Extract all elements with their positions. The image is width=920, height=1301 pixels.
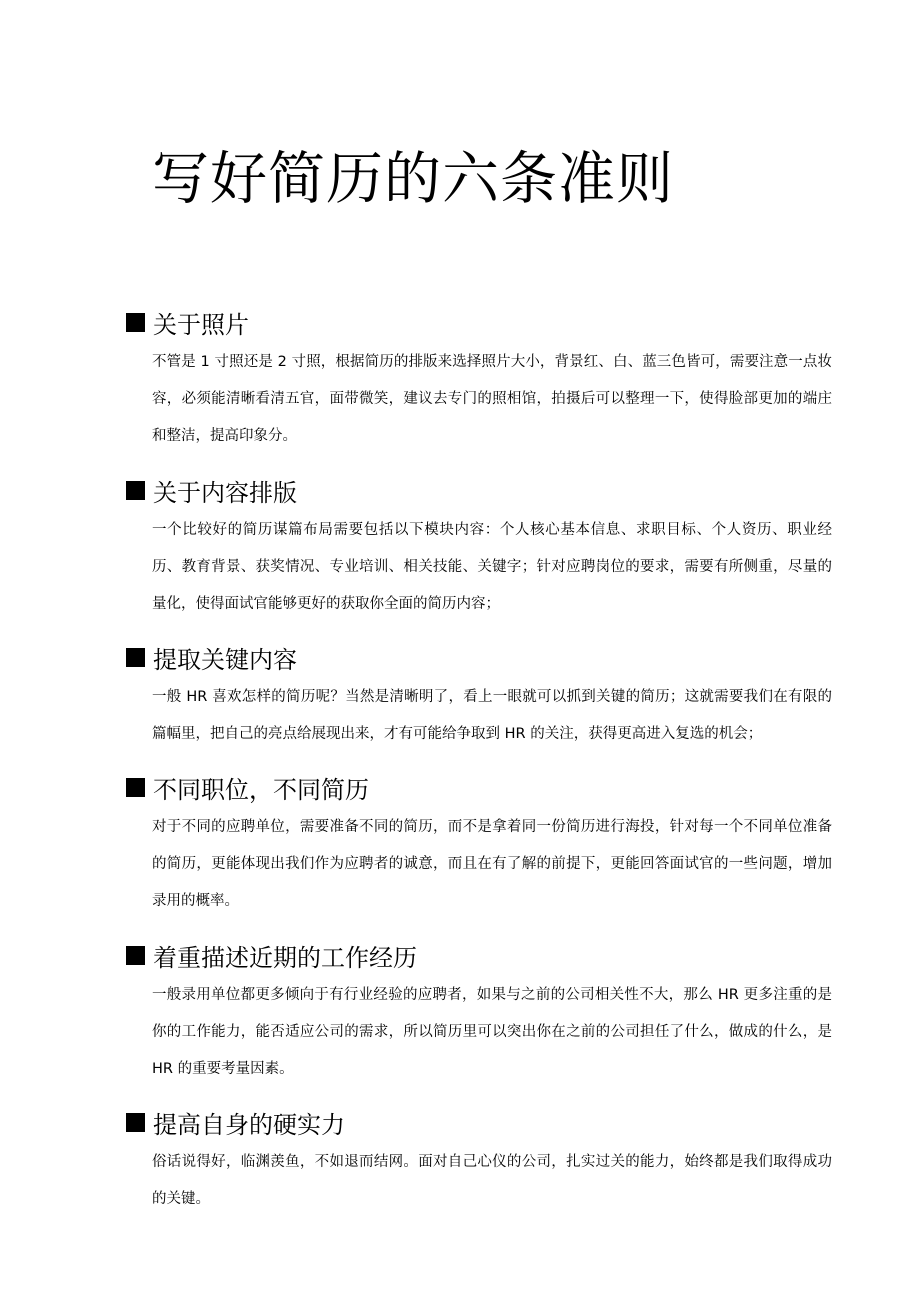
section-heading-text: 提取关键内容 — [153, 645, 297, 674]
section-body: 一般录用单位都更多倾向于有行业经验的应聘者，如果与之前的公司相关性不大，那么 HR 更多注重的是你的工作能力，能否适应公司的需求，所以简历里可以突出你在之前的公司担任了什么，做成的什么，是 HR 的重要考量因素。 — [152, 987, 832, 1077]
section-heading-text: 关于内容排版 — [153, 478, 297, 507]
section-heading — [126, 472, 297, 508]
section-heading — [126, 937, 417, 973]
black-square-icon — [126, 1113, 145, 1132]
section-heading — [126, 769, 369, 805]
black-square-icon — [126, 481, 145, 500]
section-body: 不管是 1 寸照还是 2 寸照，根据简历的排版来选择照片大小，背景红、白、蓝三色皆可，需要注意一点妆容，必须能清晰看清五官，面带微笑，建议去专门的照相馆，拍摄后可以整理一下，使得脸部更加的端庄和整洁，提高印象分。 — [152, 354, 832, 444]
section-heading-text: 着重描述近期的工作经历 — [153, 943, 417, 972]
section-heading — [126, 639, 297, 675]
section-body: 俗话说得好，临渊羡鱼，不如退而结网。面对自己心仪的公司，扎实过关的能力，始终都是我们取得成功的关键。 — [152, 1154, 832, 1207]
black-square-icon — [126, 648, 145, 667]
section-body: 一个比较好的简历谋篇布局需要包括以下模块内容：个人核心基本信息、求职目标、个人资历、职业经历、教育背景、获奖情况、专业培训、相关技能、关键字；针对应聘岗位的要求，需要有所侧重，尽量的量化，使得面试官能够更好的获取你全面的简历内容； — [152, 522, 832, 612]
section-heading — [126, 1104, 345, 1140]
black-square-icon — [126, 778, 145, 797]
section-body: 一般 HR 喜欢怎样的简历呢？当然是清晰明了，看上一眼就可以抓到关键的简历；这就需要我们在有限的篇幅里，把自己的亮点给展现出来，才有可能给争取到 HR 的关注，获得更高进入复选的机会； — [152, 689, 832, 742]
section-heading-text: 不同职位，不同简历 — [153, 775, 369, 804]
section-heading-text: 提高自身的硬实力 — [153, 1110, 345, 1139]
section-body: 对于不同的应聘单位，需要准备不同的简历，而不是拿着同一份简历进行海投，针对每一个不同单位准备的简历，更能体现出我们作为应聘者的诚意，而且在有了解的前提下，更能回答面试官的一些问题，增加录用的概率。 — [152, 819, 832, 909]
black-square-icon — [126, 946, 145, 965]
section-heading-text: 关于照片 — [153, 310, 249, 339]
black-square-icon — [126, 313, 145, 332]
section-heading — [126, 304, 249, 340]
document-title: 写好简历的六条准则 — [152, 146, 674, 212]
